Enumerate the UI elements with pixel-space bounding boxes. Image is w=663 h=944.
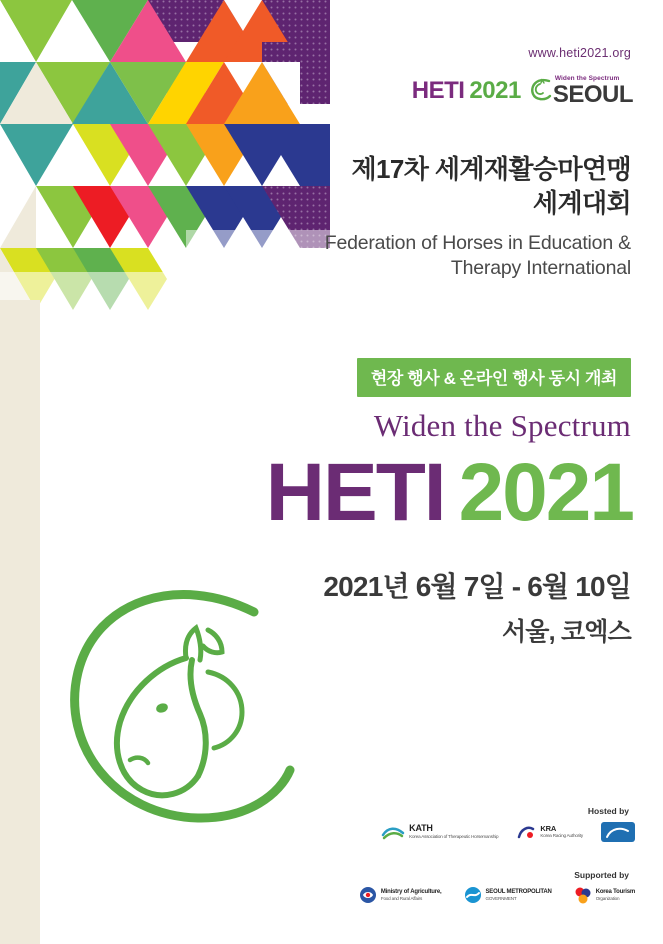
logo-tagline-text: Widen the Spectrum — [554, 75, 620, 82]
sponsor-logo-kath — [381, 823, 498, 841]
sponsor-name-kto: Korea Tourism Organization — [595, 888, 635, 901]
hosted-by-logo-row — [381, 822, 635, 842]
big-title-year: 2021 — [458, 447, 633, 538]
sponsor-sub-kra: Korea Racing Authority — [540, 833, 583, 839]
seoul-mark-icon — [464, 886, 482, 904]
kra-mark-icon — [516, 823, 536, 841]
logo-heti-text: HETI — [411, 77, 465, 104]
logo-city-text: SEOUL — [552, 81, 633, 108]
heti-mark-icon — [601, 822, 635, 842]
slogan-text: Widen the Spectrum — [373, 408, 631, 443]
website-url[interactable]: www.heti2021.org — [528, 46, 631, 60]
event-format-ribbon: 현장 행사 & 온라인 행사 동시 개최 — [357, 358, 631, 397]
event-venue: 서울, 코엑스 — [501, 618, 631, 646]
english-title-line-1: Federation of Horses in Education & — [324, 231, 631, 254]
horse-emblem-graphic — [58, 580, 308, 840]
sponsor-sub-seoul: GOVERNMENT — [485, 895, 517, 901]
supported-by-label: Supported by — [574, 870, 629, 880]
logo-year-text: 2021 — [469, 77, 521, 104]
big-title-heti: HETI — [265, 447, 445, 538]
korean-title-line-2: 세계대회 — [532, 188, 631, 219]
english-title-line-2: Therapy International — [450, 257, 631, 280]
left-beige-strip — [0, 300, 40, 944]
sponsor-name-seoul: SEOUL METROPOLITAN GOVERNMENT — [485, 888, 552, 901]
mafra-mark-icon — [359, 886, 377, 904]
supported-by-logo-row — [359, 886, 635, 904]
hosted-by-label: Hosted by — [587, 806, 629, 816]
kto-mark-icon — [574, 886, 592, 904]
korean-title-line-1: 제17차 세계재활승마연맹 — [351, 154, 631, 184]
big-title-block — [265, 447, 633, 538]
headline-block — [211, 152, 631, 282]
kath-mark-icon — [381, 823, 405, 841]
sponsor-sub-kto: Organization — [595, 895, 620, 901]
sponsor-sub-mafra: Food and Rural Affairs — [380, 895, 423, 901]
sponsor-logo-heti — [601, 822, 635, 842]
sponsor-sub-kath: Korea Association of Therapeutic Horsemanship — [409, 834, 499, 840]
sponsor-logo-kra — [516, 823, 583, 841]
sponsor-name-mafra: Ministry of Agriculture, Food and Rural Affairs — [380, 888, 442, 901]
event-date: 2021년 6월 7일 - 6월 10일 — [323, 571, 631, 602]
sponsor-logo-seoul — [464, 886, 552, 904]
sponsor-logo-kto — [574, 886, 635, 904]
sponsor-name-kra: KRA Korea Racing Authority — [540, 824, 583, 839]
heti-seoul-logo — [412, 72, 633, 110]
sponsor-name-kath: KATH Korea Association of Therapeutic Horsemanship — [409, 823, 499, 840]
sponsor-logo-mafra — [359, 886, 442, 904]
